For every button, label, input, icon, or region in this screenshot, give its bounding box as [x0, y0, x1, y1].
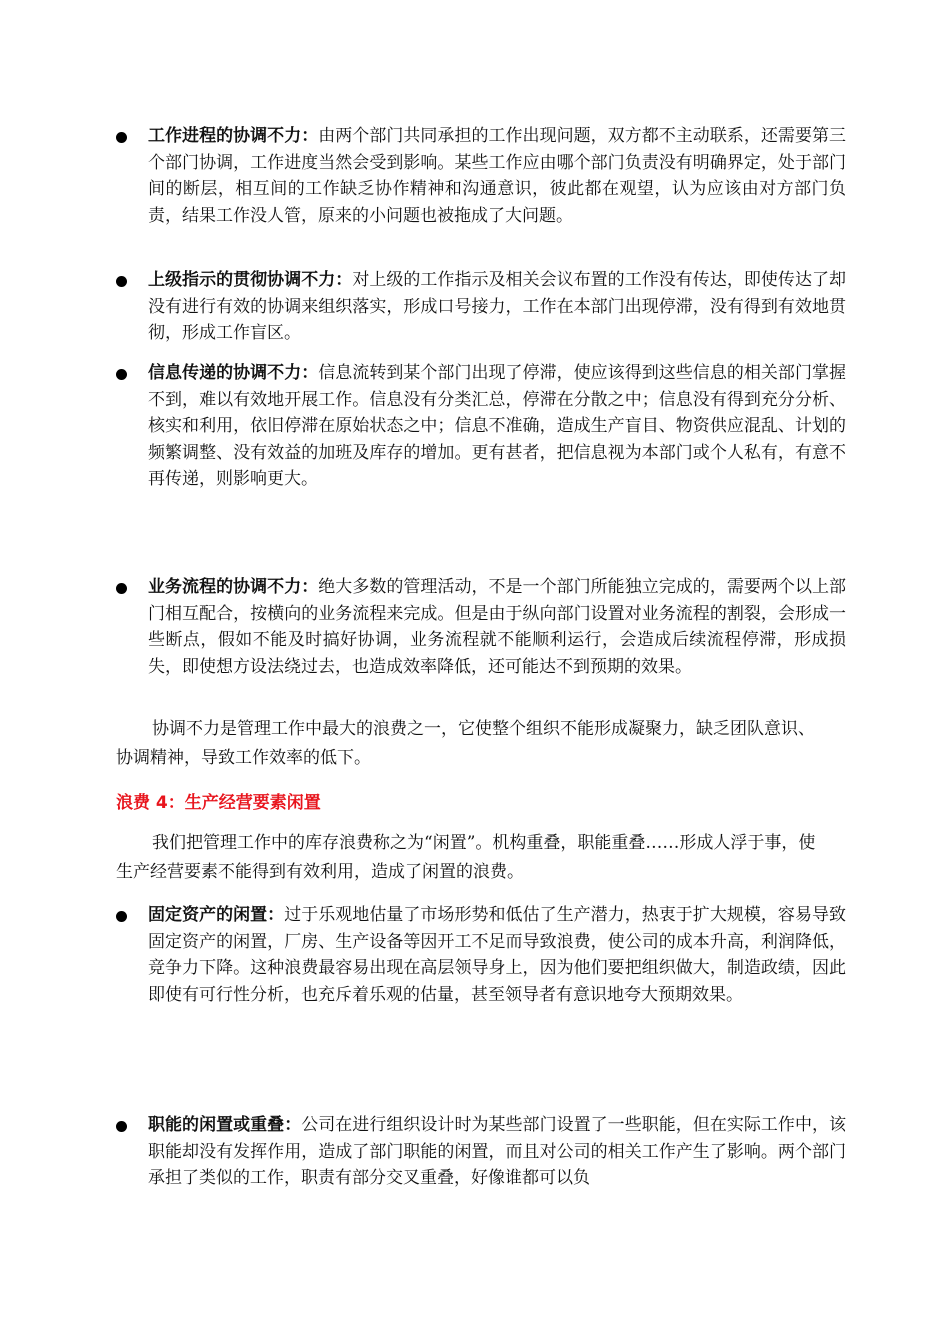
bullet-text [148, 574, 846, 680]
bullet-text [148, 267, 846, 347]
bullet-dot-icon [116, 911, 127, 922]
bullet-item-superior-instructions [116, 267, 846, 347]
bullet-term: 业务流程的协调不力： [148, 577, 319, 597]
bullet-text [148, 902, 846, 1008]
bullet-term: 上级指示的贯彻协调不力： [148, 270, 353, 290]
section-heading-waste-4: 浪费 4：生产经营要素闲置 [116, 793, 321, 813]
bullet-item-information-transfer [116, 360, 846, 493]
bullet-body: 信息流转到某个部门出现了停滞，使应该得到这些信息的相关部门掌握不到，难以有效地开展工作。信息没有分类汇总，停滞在分散之中；信息没有得到充分分析、核实和利用，依旧停滞在原始状态之中；信息不准确，造成生产盲目、物资供应混乱、计划的频繁调整、没有效益的加班及库存的增加。更有甚者，把信息视为本部门或个人私有，有意不再传递，则影响更大。 [148, 363, 846, 490]
bullet-term: 信息传递的协调不力： [148, 363, 319, 383]
bullet-item-business-process [116, 574, 846, 680]
bullet-text [148, 1112, 846, 1192]
bullet-body: 过于乐观地估量了市场形势和低估了生产潜力，热衷于扩大规模，容易导致固定资产的闲置，厂房、生产设备等因开工不足而导致浪费，使公司的成本升高，利润降低，竞争力下降。这种浪费最容易出现在高层领导身上，因为他们要把组织做大，制造政绩，因此即使有可行性分析，也充斥着乐观的估量，甚至领导者有意识地夸大预期效果。 [148, 905, 847, 1005]
bullet-term: 工作进程的协调不力： [148, 126, 319, 146]
bullet-item-function-overlap [116, 1112, 846, 1192]
bullet-body: 对上级的工作指示及相关会议布置的工作没有传达，即使传达了却没有进行有效的协调来组织落实，形成口号接力，工作在本部门出现停滞，没有得到有效地贯彻，形成工作盲区。 [148, 270, 847, 344]
paragraph-coordination: 协调不力是管理工作中最大的浪费之一，它使整个组织不能形成凝聚力，缺乏团队意识、协调精神，导致工作效率的低下。 [116, 719, 815, 768]
bullet-dot-icon [116, 369, 127, 380]
bullet-dot-icon [116, 583, 127, 594]
paragraph-idle: 我们把管理工作中的库存浪费称之为“闲置”。机构重叠，职能重叠……形成人浮于事，使生产经营要素不能得到有效利用，造成了闲置的浪费。 [116, 833, 816, 882]
bullet-body: 由两个部门共同承担的工作出现问题，双方都不主动联系，还需要第三个部门协调，工作进度当然会受到影响。某些工作应由哪个部门负责没有明确界定，处于部门间的断层，相互间的工作缺乏协作精神和沟通意识，彼此都在观望，认为应该由对方部门负责，结果工作没人管，原来的小问题也被拖成了大问题。 [148, 126, 846, 226]
bullet-body: 公司在进行组织设计时为某些部门设置了一些职能，但在实际工作中，该职能却没有发挥作用，造成了部门职能的闲置，而且对公司的相关工作产生了影响。两个部门承担了类似的工作，职责有部分交叉重叠，好像谁都可以负 [148, 1115, 847, 1189]
bullet-term: 职能的闲置或重叠： [148, 1115, 302, 1135]
bullet-body: 绝大多数的管理活动，不是一个部门所能独立完成的，需要两个以上部门相互配合，按横向的业务流程来完成。但是由于纵向部门设置对业务流程的割裂，会形成一些断点，假如不能及时搞好协调，业务流程就不能顺利运行，会造成后续流程停滞，形成损失，即使想方设法绕过去，也造成效率降低，还可能达不到预期的效果。 [148, 577, 846, 677]
bullet-text [148, 123, 846, 229]
bullet-dot-icon [116, 1121, 127, 1132]
bullet-text [148, 360, 846, 493]
bullet-term: 固定资产的闲置： [148, 905, 285, 925]
bullet-dot-icon [116, 276, 127, 287]
bullet-dot-icon [116, 132, 127, 143]
bullet-item-work-progress [116, 123, 846, 229]
bullet-item-fixed-assets [116, 902, 846, 1008]
